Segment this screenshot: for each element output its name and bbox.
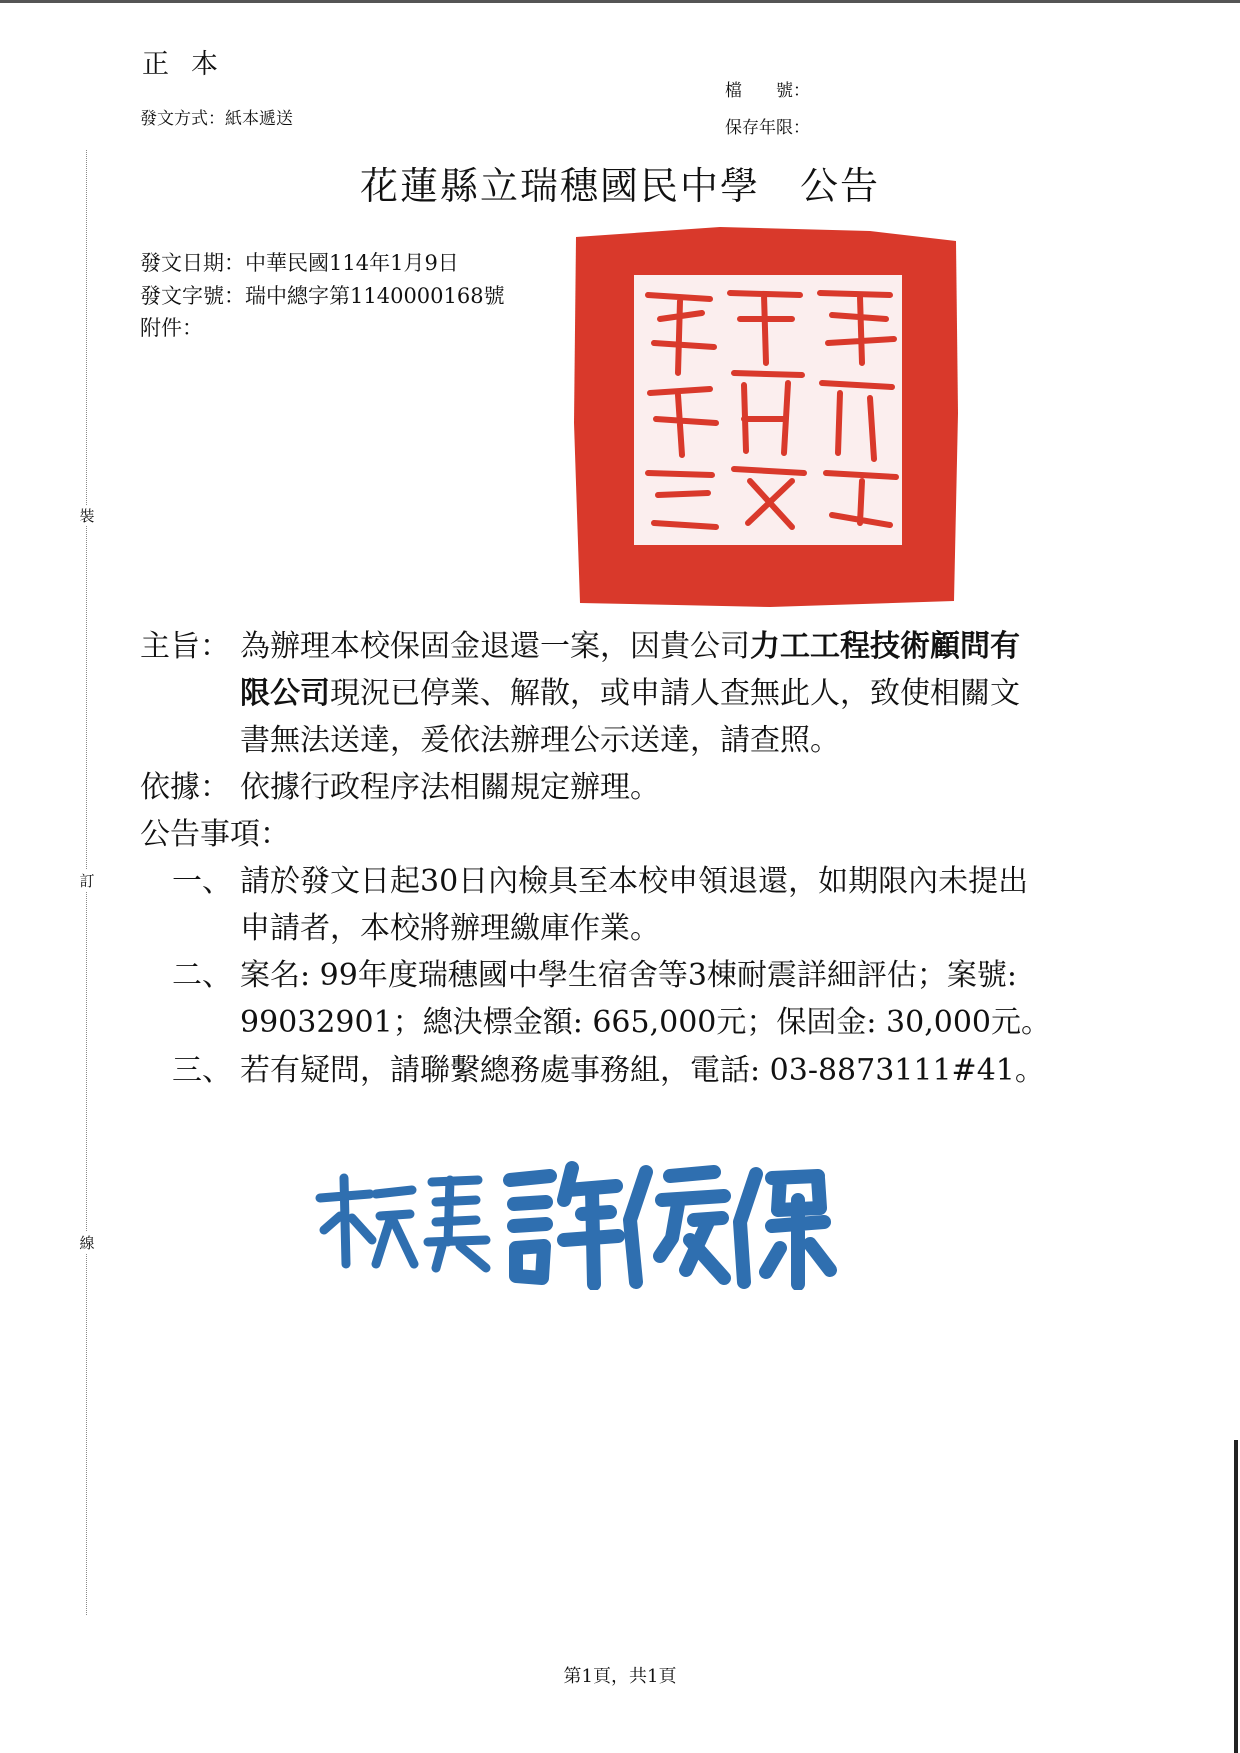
subject-text: 為辦理本校保固金退還一案，因貴公司 [240,629,750,664]
notice-item-2-line-1: 案名: 99年度瑞穗國中學生宿舍等3棟耐震詳細評估；案號: [240,958,1018,993]
school-seal-stamp [570,223,962,610]
page-number: 第1頁，共1頁 [563,1666,677,1687]
notice-item-3-line-1: 若有疑問，請聯繫總務處事務組，電話: 03-8873111#41。 [240,1053,1045,1088]
file-number-label: 檔 號： [725,81,810,101]
binding-mark-xian: 線 [79,1234,95,1252]
basis-text: 依據行政程序法相關規定辦理。 [240,770,660,805]
subject-line-1 [240,623,1120,670]
company-name-part1: 力工工程技術顧問有 [750,629,1020,664]
notice-item-1-line-2: 申請者，本校將辦理繳庫作業。 [240,911,660,946]
scan-edge-right [1234,1440,1238,1753]
notice-item-number: 一、 [172,864,232,899]
document-number: 發文字號：瑞中總字第1140000168號 [140,284,505,308]
notice-item-number: 二、 [172,958,232,993]
notice-item-1-line-1: 請於發文日起30日內檢具至本校申領退還，如期限內未提出 [240,864,1029,899]
issue-date: 發文日期：中華民國114年1月9日 [140,251,459,275]
binding-mark-ding: 訂 [79,872,95,890]
retention-period-label: 保存年限： [725,118,810,138]
binding-mark-zhuang: 裝 [79,507,95,525]
subject-line-3: 書無法送達，爰依法辦理公示送達，請查照。 [240,723,840,758]
copy-label: 正本 [142,49,240,80]
basis-label: 依據： [140,770,230,805]
principal-signature-stamp [310,1160,870,1290]
subject-text-2: 現況已停業、解散，或申請人查無此人，致使相關文 [330,676,1020,711]
subject-line-2 [240,670,1120,717]
scan-edge-top [0,0,1240,3]
notice-label: 公告事項： [140,817,290,852]
document-title: 花蓮縣立瑞穗國民中學 公告 [359,164,880,208]
notice-item-2-line-2: 99032901；總決標金額: 665,000元；保固金: 30,000元。 [240,1005,1052,1040]
notice-item-number: 三、 [172,1053,232,1088]
attachment-label: 附件： [140,316,203,340]
dispatch-method: 發文方式：紙本遞送 [140,109,293,129]
company-name-part2: 限公司 [240,676,330,711]
subject-label: 主旨： [140,629,230,664]
